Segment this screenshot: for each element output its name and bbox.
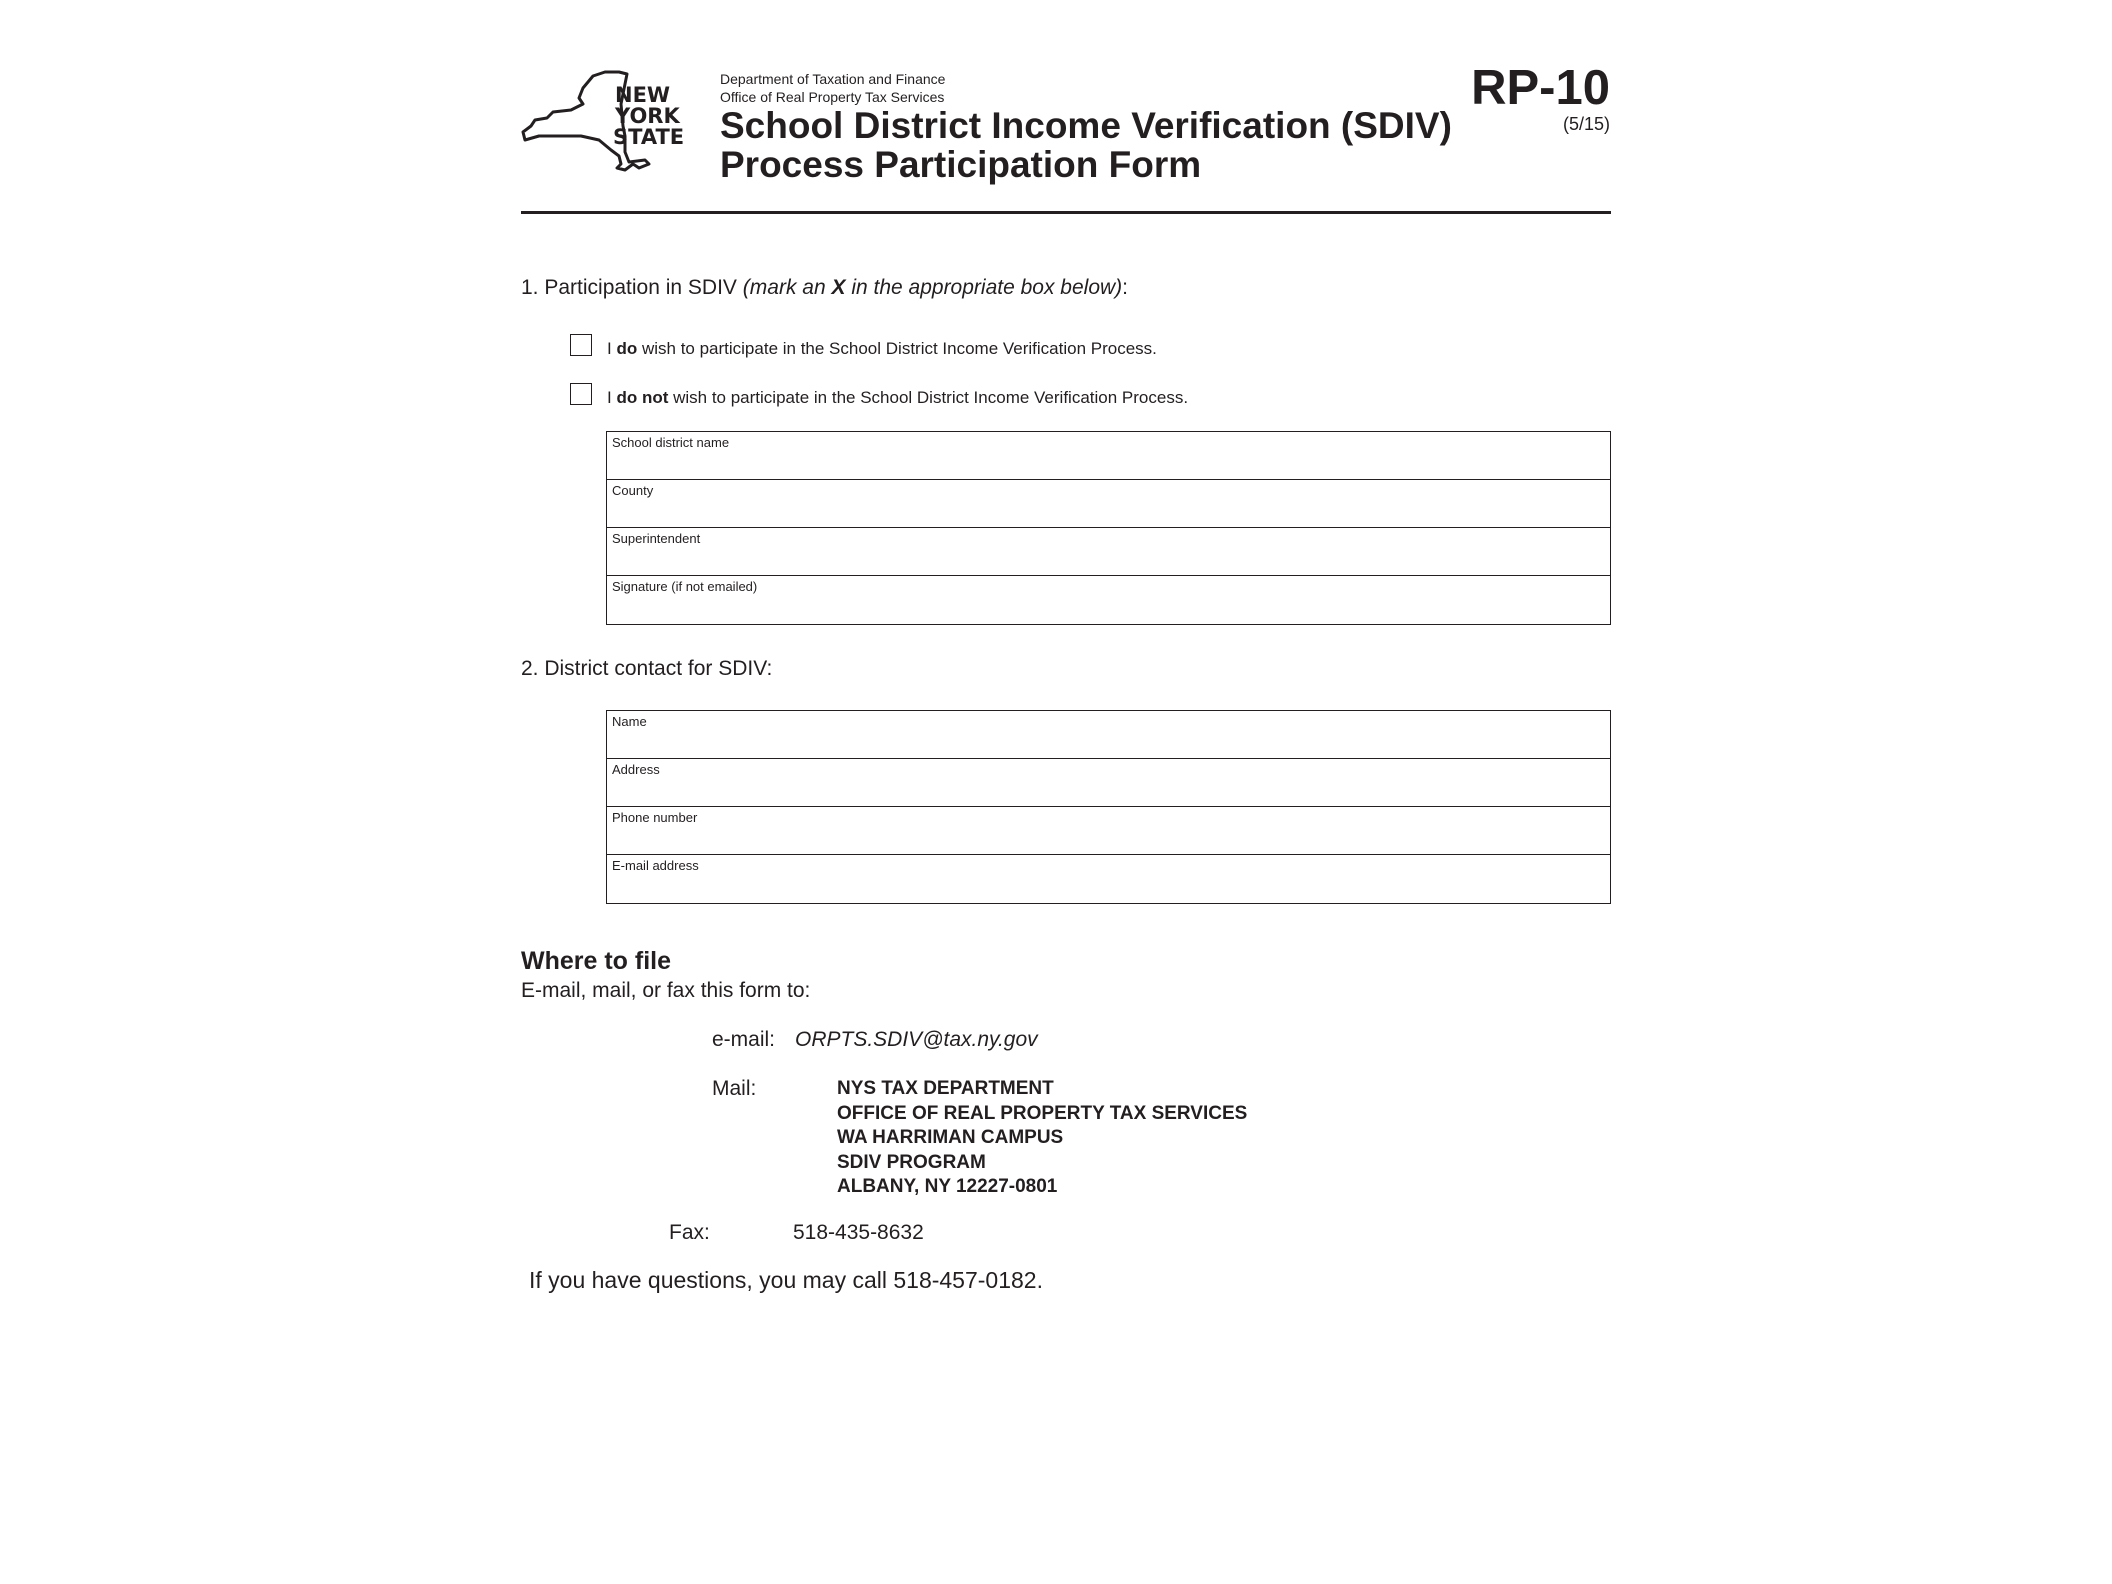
school-district-name-field[interactable]: [607, 432, 1610, 480]
field-label: Phone number: [612, 810, 698, 825]
section-1-label: 1. Participation in SDIV: [521, 276, 743, 299]
header-subtitle: [720, 70, 945, 106]
section-1-instruction-a: (mark an: [742, 276, 832, 299]
option-do-emphasis: do: [616, 339, 638, 358]
option-do-text: wish to participate in the School District Income Verification Process.: [637, 339, 1157, 358]
title-line-2: Process Participation Form: [720, 144, 1202, 185]
superintendent-field[interactable]: [607, 528, 1610, 576]
participate-checkbox[interactable]: [570, 334, 592, 356]
field-label: E-mail address: [612, 858, 699, 873]
field-label: School district name: [612, 435, 730, 450]
contact-name-field[interactable]: [607, 711, 1610, 759]
email-label: e-mail:: [712, 1028, 776, 1051]
option-do-not-emphasis: do not: [616, 388, 669, 407]
mail-line: ALBANY, NY 12227-0801: [837, 1176, 1058, 1197]
logo-word-new: NEW: [615, 83, 671, 107]
department-name: Department of Taxation and Finance: [720, 71, 946, 87]
contact-email-field[interactable]: [607, 855, 1610, 903]
option-do-prefix: I: [607, 339, 617, 358]
section-1-instruction-x: X: [831, 276, 846, 299]
mailing-address: [837, 1077, 1247, 1200]
school-district-fields: [606, 431, 1611, 625]
section-1-colon: :: [1122, 276, 1128, 299]
field-label: Signature (if not emailed): [612, 579, 758, 594]
mail-line: WA HARRIMAN CAMPUS: [837, 1127, 1064, 1148]
not-participate-checkbox[interactable]: [570, 383, 592, 405]
section-2-heading: 2. District contact for SDIV:: [521, 657, 773, 680]
contact-phone-field[interactable]: [607, 807, 1610, 855]
logo-word-state: STATE: [613, 125, 685, 149]
section-1-heading: [521, 276, 1128, 300]
nys-logo: [521, 70, 689, 172]
option-do-not-text: wish to participate in the School District Income Verification Process.: [668, 388, 1189, 407]
field-label: Name: [612, 714, 647, 729]
not-participate-option-label: [607, 388, 1188, 408]
where-to-file-heading: Where to file: [521, 947, 672, 975]
where-to-file-intro: E-mail, mail, or fax this form to:: [521, 979, 811, 1002]
page-title: [720, 106, 1452, 184]
email-address-link[interactable]: ORPTS.SDIV@tax.ny.gov: [795, 1028, 1038, 1051]
fax-label: Fax:: [669, 1221, 710, 1244]
mail-line: SDIV PROGRAM: [837, 1151, 986, 1173]
title-line-1: School District Income Verification (SDIV): [720, 105, 1452, 146]
section-1-instruction-b: in the appropriate box below): [845, 276, 1123, 299]
field-label: County: [612, 483, 654, 498]
form-revision: (5/15): [1562, 114, 1610, 134]
signature-field[interactable]: [607, 576, 1610, 624]
field-label: Superintendent: [612, 531, 701, 546]
logo-word-york: YORK: [615, 104, 680, 128]
questions-note: If you have questions, you may call 518-457-0182.: [529, 1267, 1043, 1293]
mail-line: OFFICE OF REAL PROPERTY TAX SERVICES: [837, 1102, 1248, 1124]
form-number: RP-10: [1471, 61, 1610, 115]
header-divider: [521, 211, 1611, 214]
contact-address-field[interactable]: [607, 759, 1610, 807]
district-contact-fields: [606, 710, 1611, 904]
fax-number: 518-435-8632: [793, 1221, 924, 1244]
option-do-not-prefix: I: [607, 388, 617, 407]
new-york-state-map-icon: [521, 70, 689, 172]
participate-option-label: [607, 339, 1157, 359]
mail-label: Mail:: [712, 1077, 757, 1100]
office-name: Office of Real Property Tax Services: [720, 89, 945, 105]
field-label: Address: [612, 762, 660, 777]
county-field[interactable]: [607, 480, 1610, 528]
mail-line: NYS TAX DEPARTMENT: [837, 1078, 1054, 1099]
